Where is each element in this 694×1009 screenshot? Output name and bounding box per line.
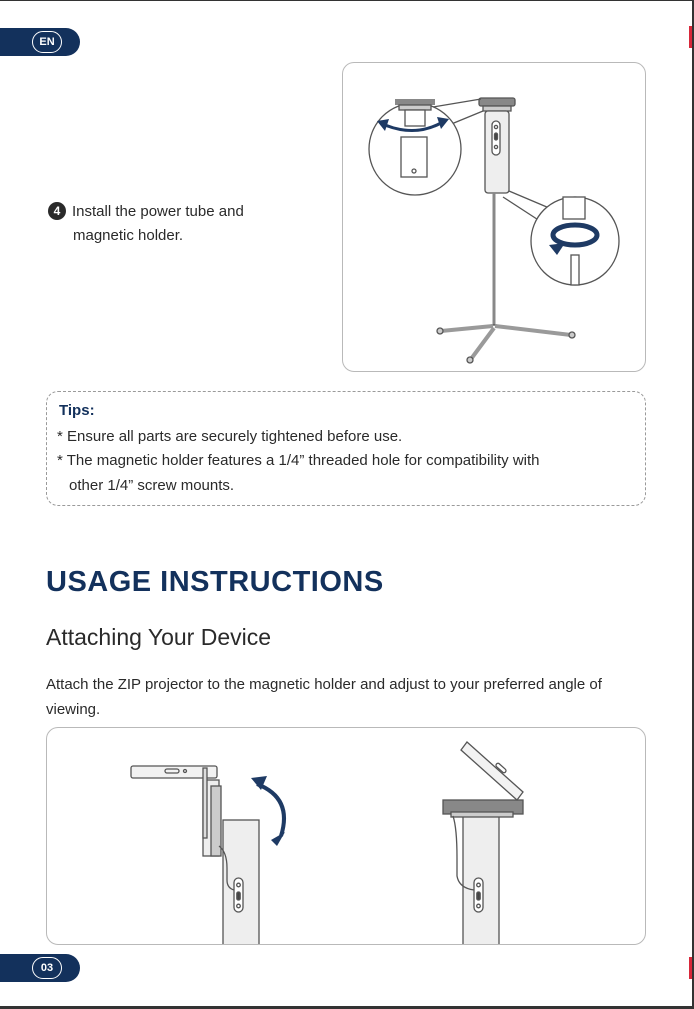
step-text-line2: magnetic holder.: [73, 227, 184, 244]
tip-item-2: * The magnetic holder features a 1/4” threaded hole for compatibility with: [57, 452, 540, 469]
page-number: 03: [32, 957, 62, 979]
tips-title: Tips:: [59, 402, 95, 419]
attach-device-drawing: [47, 728, 645, 944]
page-top-border: [0, 0, 694, 1]
language-badge: EN: [32, 31, 62, 53]
section-title: USAGE INSTRUCTIONS: [46, 566, 384, 598]
step-text-line1: Install the power tube and: [72, 203, 244, 220]
step-4-instruction: [48, 200, 244, 248]
section-body: Attach the ZIP projector to the magnetic holder and adjust to your preferred angle of viewing.: [46, 676, 602, 718]
section-subtitle: Attaching Your Device: [46, 624, 272, 650]
tripod-assembly-drawing: [343, 63, 645, 371]
assembly-illustration: [342, 62, 646, 372]
tips-box: [46, 391, 646, 506]
red-margin-mark-top: [689, 26, 692, 48]
step-number-badge: 4: [48, 202, 66, 220]
page-number-tab: [0, 954, 80, 982]
tip-item-1: * Ensure all parts are securely tightened before use.: [57, 428, 403, 445]
attach-device-illustration: [46, 727, 646, 945]
red-margin-mark-bottom: [689, 957, 692, 979]
tip-item-2-continued: other 1/4” screw mounts.: [69, 477, 235, 494]
language-tab: [0, 28, 80, 56]
